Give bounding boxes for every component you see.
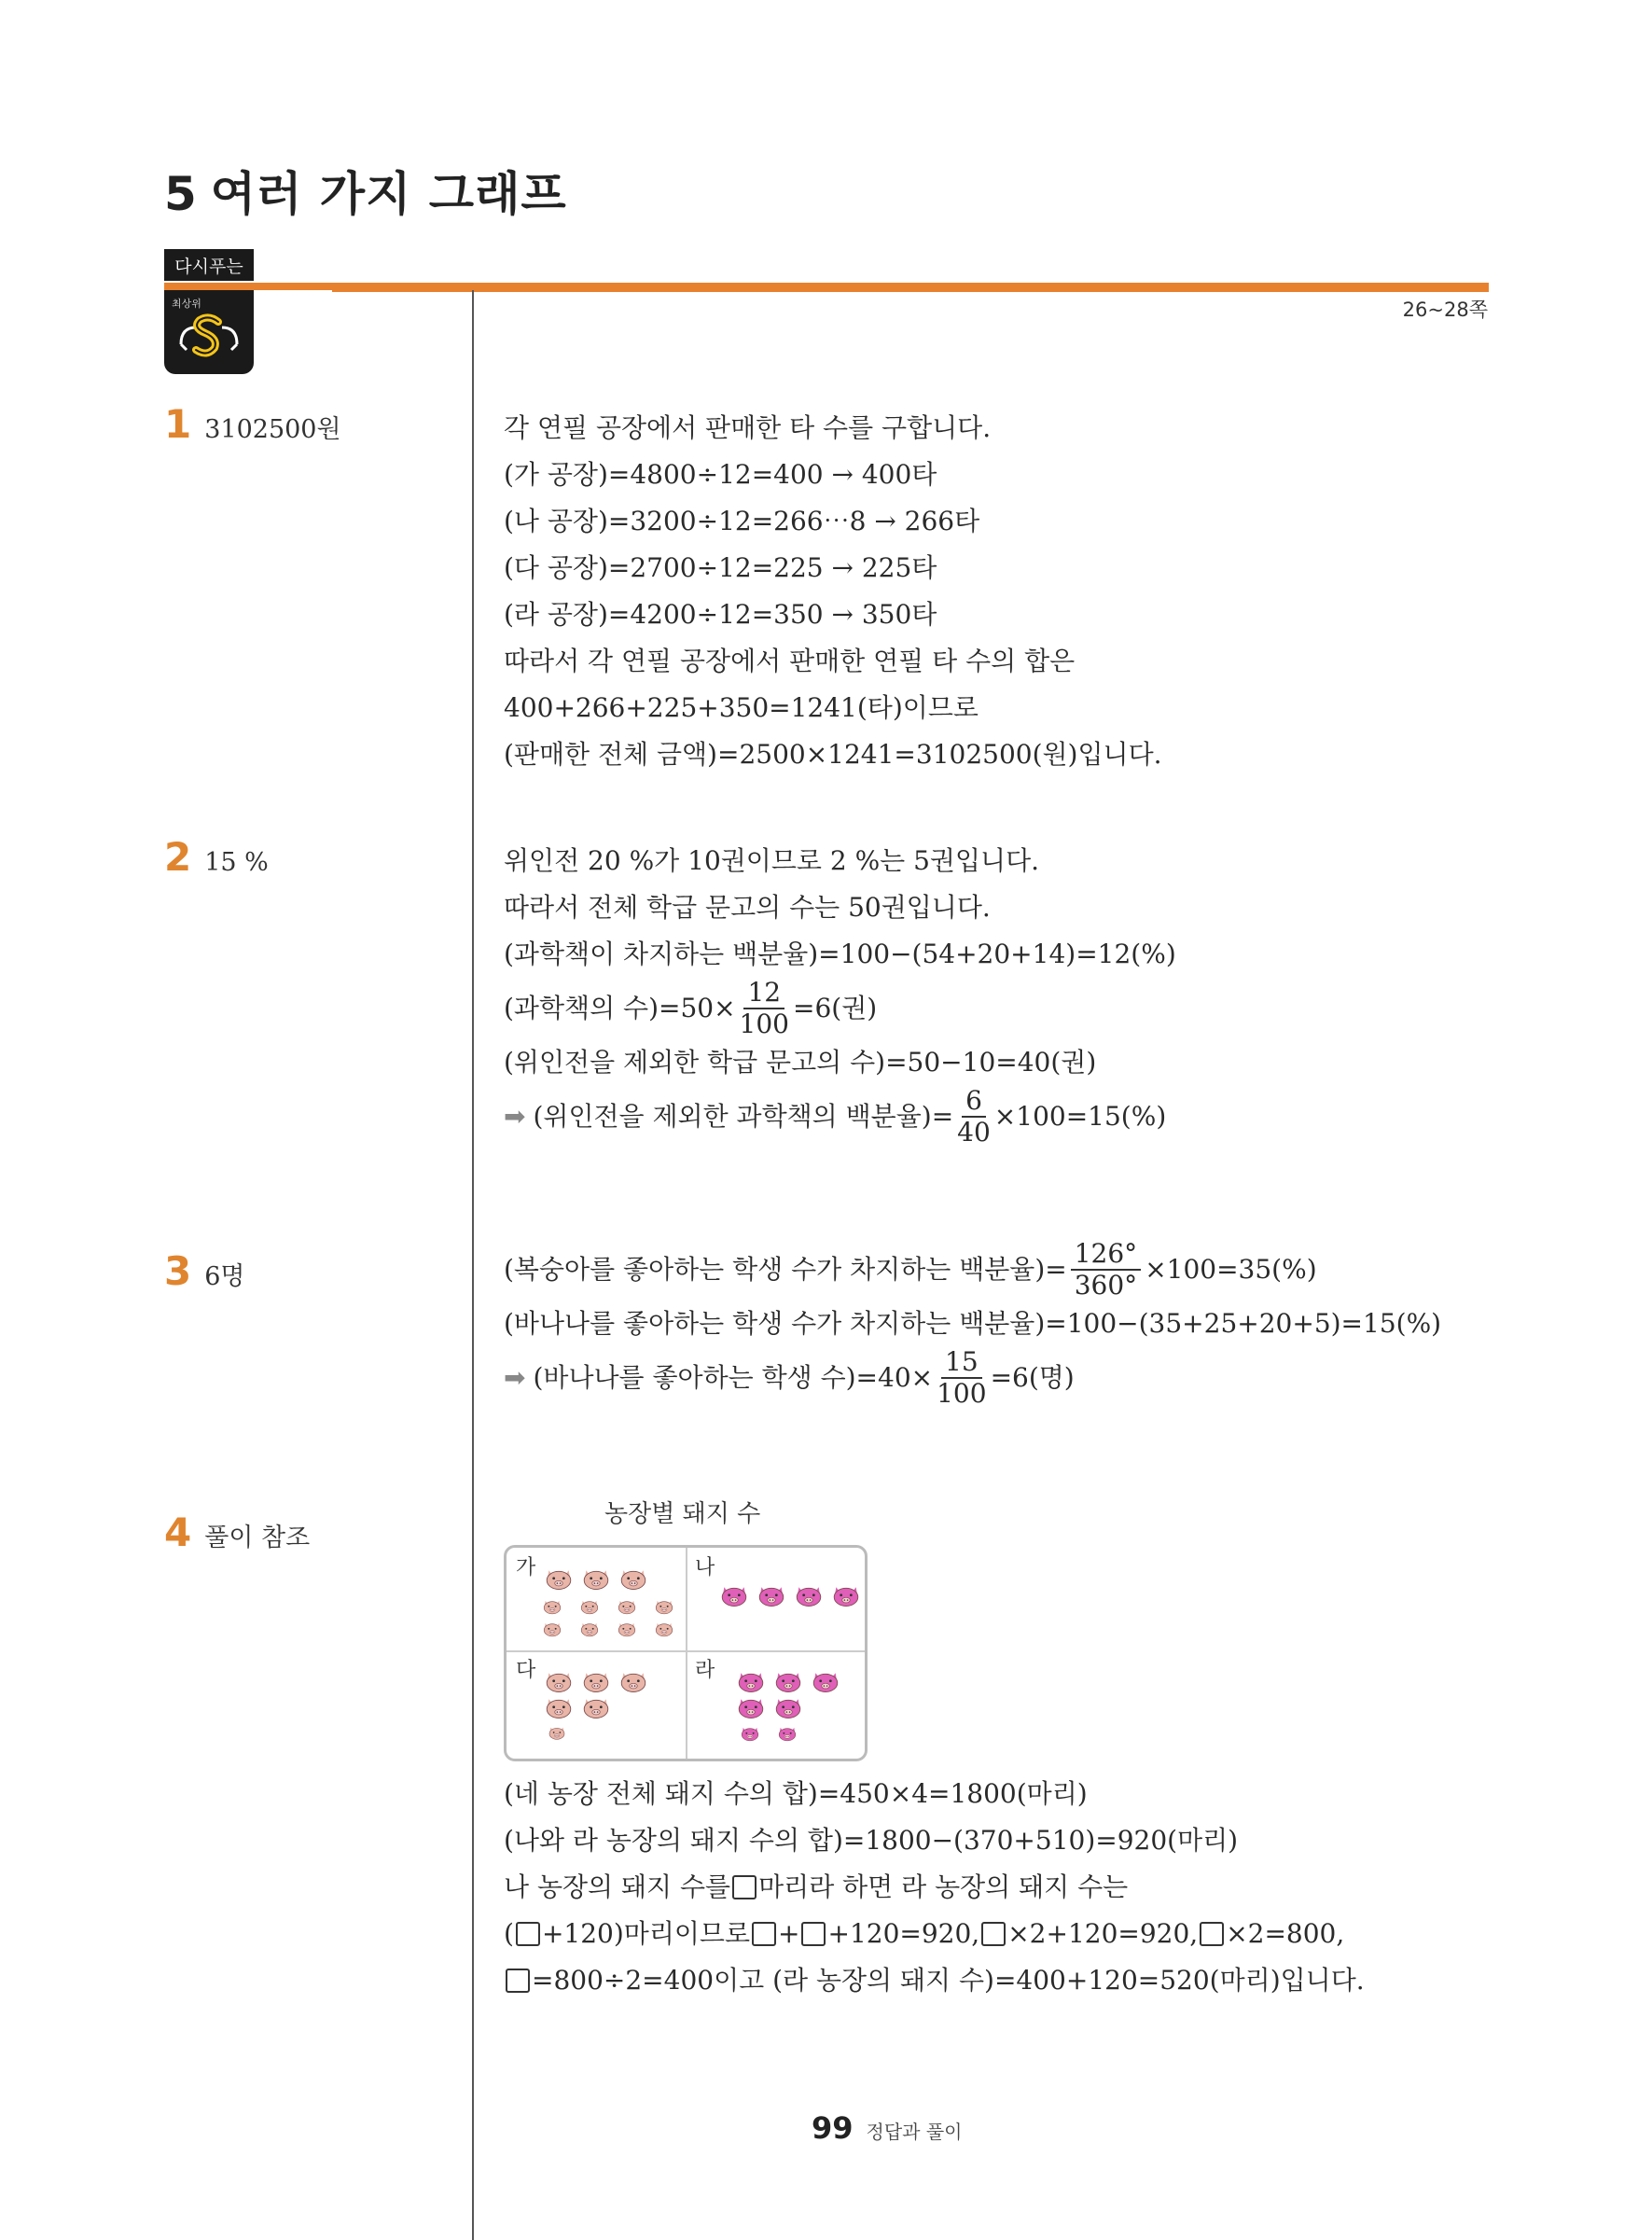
solution-line: 400+266+225+350=1241(타)이므로: [504, 692, 979, 723]
pig-icon: [654, 1621, 674, 1637]
solution-line: (라 공장)=4200÷12=350 → 350타: [504, 599, 937, 630]
pig-icon: [811, 1669, 840, 1693]
pig-icon: [548, 1725, 566, 1740]
answer-3: [164, 1248, 245, 1294]
pig-icon: [542, 1621, 562, 1637]
numerator: 12: [743, 980, 784, 1009]
denominator: 360°: [1074, 1270, 1138, 1301]
text-run: ×2=800,: [1226, 1918, 1345, 1949]
text-run: (: [504, 1918, 514, 1949]
solution-line: (네 농장 전체 돼지 수의 합)=450×4=1800(마리): [504, 1778, 1088, 1809]
page-footer: [812, 2110, 963, 2146]
question-number: 4: [164, 1510, 192, 1555]
text-run: +120=920,: [827, 1918, 980, 1949]
pig-icon: [773, 1695, 803, 1719]
grid-divider: [507, 1650, 865, 1652]
question-number: 3: [164, 1248, 192, 1294]
pig-icon: [544, 1695, 574, 1719]
solution-line: 위인전 20 %가 10권이므로 2 %는 5권입니다.: [504, 845, 1040, 876]
fraction: [937, 1346, 987, 1409]
text-run: ×2+120=920,: [1007, 1918, 1199, 1949]
blank-box-icon: [732, 1875, 757, 1899]
pig-icon: [544, 1669, 574, 1693]
grid-divider: [686, 1548, 687, 1759]
page-range: 26~28쪽: [1402, 299, 1488, 321]
expr-suffix: =6(권): [793, 993, 878, 1023]
pig-icon: [544, 1566, 574, 1591]
pig-icon: [581, 1695, 611, 1719]
denominator: 100: [739, 1009, 789, 1039]
pig-icon: [579, 1598, 600, 1615]
farm-label: 라: [695, 1659, 715, 1682]
chapter-title: 여러 가지 그래프: [210, 167, 567, 221]
pig-icon: [581, 1669, 611, 1693]
solution-line: [504, 1239, 1441, 1301]
farm-label: 다: [516, 1659, 536, 1682]
blank-box-icon: [1200, 1922, 1224, 1946]
pig-icon: [831, 1583, 861, 1607]
solution-line: (위인전을 제외한 학급 문고의 수)=50−10=40(권): [504, 1047, 1097, 1078]
solution-line: (나 공장)=3200÷12=266⋯8 → 266타: [504, 506, 980, 536]
text-run: =800÷2=400이고 (라 농장의 돼지 수)=400+120=520(마리)입니다.: [532, 1965, 1365, 1996]
numerator: 126°: [1071, 1241, 1141, 1271]
pig-icon: [773, 1669, 803, 1693]
answer-1: [164, 401, 341, 447]
pig-icon: [579, 1621, 600, 1637]
pig-icon: [581, 1566, 611, 1591]
pig-icon: [618, 1566, 648, 1591]
blank-box-icon: [506, 1969, 530, 1993]
text-run: 나 농장의 돼지 수를: [504, 1871, 731, 1902]
solution-line: (나와 라 농장의 돼지 수의 합)=1800−(370+510)=920(마리): [504, 1825, 1239, 1856]
denominator: 100: [937, 1378, 987, 1409]
chapter-number: 5: [164, 167, 198, 221]
page-number: 99: [812, 2110, 854, 2146]
fraction: [739, 977, 789, 1039]
answer-value: 풀이 참조: [204, 1523, 311, 1552]
solution-line: 각 연필 공장에서 판매한 타 수를 구합니다.: [504, 412, 992, 443]
text-run: +: [778, 1918, 800, 1949]
solution-line: (판매한 전체 금액)=2500×1241=3102500(원)입니다.: [504, 739, 1162, 770]
answer-value: 3102500원: [204, 415, 341, 444]
farm-label: 가: [516, 1556, 536, 1579]
solution-line: [504, 1957, 1365, 2004]
logo-caption: 최상위: [172, 298, 201, 310]
arrow-icon: ➡: [504, 1101, 526, 1132]
expr-suffix: =6(명): [990, 1362, 1075, 1393]
pig-icon: [736, 1669, 766, 1693]
expr-prefix: (바나나를 좋아하는 학생 수)=40×: [533, 1362, 934, 1393]
solution-line: [504, 1086, 1176, 1148]
picture-graph: [504, 1545, 868, 1761]
picture-graph-title: 농장별 돼지 수: [604, 1500, 761, 1528]
solution-2: [504, 838, 1176, 1148]
fraction: [1071, 1238, 1141, 1301]
text-run: 마리라 하면 라 농장의 돼지 수는: [758, 1871, 1129, 1902]
answer-2: [164, 834, 269, 880]
solution-line: [504, 1911, 1365, 1957]
question-number: 2: [164, 834, 192, 880]
pig-icon: [757, 1583, 786, 1607]
answer-value: 6명: [204, 1262, 245, 1291]
blank-box-icon: [516, 1922, 540, 1946]
expr-suffix: ×100=35(%): [1145, 1254, 1317, 1285]
solution-line: (바나나를 좋아하는 학생 수가 차지하는 백분율)=100−(35+25+20+5)=15(%): [504, 1308, 1442, 1339]
solution-line: (가 공장)=4800÷12=400 → 400타: [504, 459, 937, 490]
solution-line: [504, 1864, 1365, 1911]
numerator: 6: [962, 1088, 986, 1118]
footer-text: 정답과 풀이: [866, 2121, 963, 2143]
expr-prefix: (위인전을 제외한 과학책의 백분율)=: [533, 1101, 954, 1132]
answer-value: 15 %: [204, 848, 269, 877]
header-rule-thin: [332, 290, 1489, 292]
s-logo-icon: [164, 290, 254, 374]
blank-box-icon: [981, 1922, 1006, 1946]
question-number: 1: [164, 401, 192, 447]
solution-line: [504, 978, 1176, 1039]
page-title: [164, 157, 567, 224]
pig-icon: [736, 1695, 766, 1719]
pig-icon: [794, 1583, 824, 1607]
expr-prefix: (과학책의 수)=50×: [504, 993, 736, 1023]
solution-line: (다 공장)=2700÷12=225 → 225타: [504, 552, 937, 583]
solution-3: [504, 1239, 1441, 1409]
arrow-icon: ➡: [504, 1362, 526, 1393]
numerator: 15: [941, 1349, 982, 1379]
pig-icon: [719, 1583, 749, 1607]
text-run: +120)마리이므로: [541, 1918, 751, 1949]
column-divider: [472, 290, 474, 2240]
section-badge: 다시푸는: [164, 249, 254, 281]
pig-icon: [654, 1598, 674, 1615]
solution-1: [504, 405, 1162, 778]
pig-icon: [617, 1598, 637, 1615]
solution-line: 따라서 전체 학급 문고의 수는 50권입니다.: [504, 892, 991, 923]
farm-label: 나: [695, 1556, 715, 1579]
blank-box-icon: [801, 1922, 826, 1946]
solution-4: [504, 1771, 1365, 2004]
header-rule: [164, 283, 1489, 290]
denominator: 40: [957, 1117, 991, 1148]
pig-icon: [777, 1725, 798, 1742]
solution-line: (과학책이 차지하는 백분율)=100−(54+20+14)=12(%): [504, 939, 1176, 969]
pig-icon: [740, 1725, 760, 1742]
pig-icon: [618, 1669, 648, 1693]
blank-box-icon: [752, 1922, 776, 1946]
solution-line: [504, 1347, 1441, 1409]
pig-icon: [542, 1598, 562, 1615]
solution-line: 따라서 각 연필 공장에서 판매한 연필 타 수의 합은: [504, 646, 1076, 676]
expr-suffix: ×100=15(%): [993, 1101, 1167, 1132]
expr-prefix: (복숭아를 좋아하는 학생 수가 차지하는 백분율)=: [504, 1254, 1067, 1285]
fraction: [957, 1085, 991, 1148]
answer-4: [164, 1510, 310, 1555]
pig-icon: [617, 1621, 637, 1637]
